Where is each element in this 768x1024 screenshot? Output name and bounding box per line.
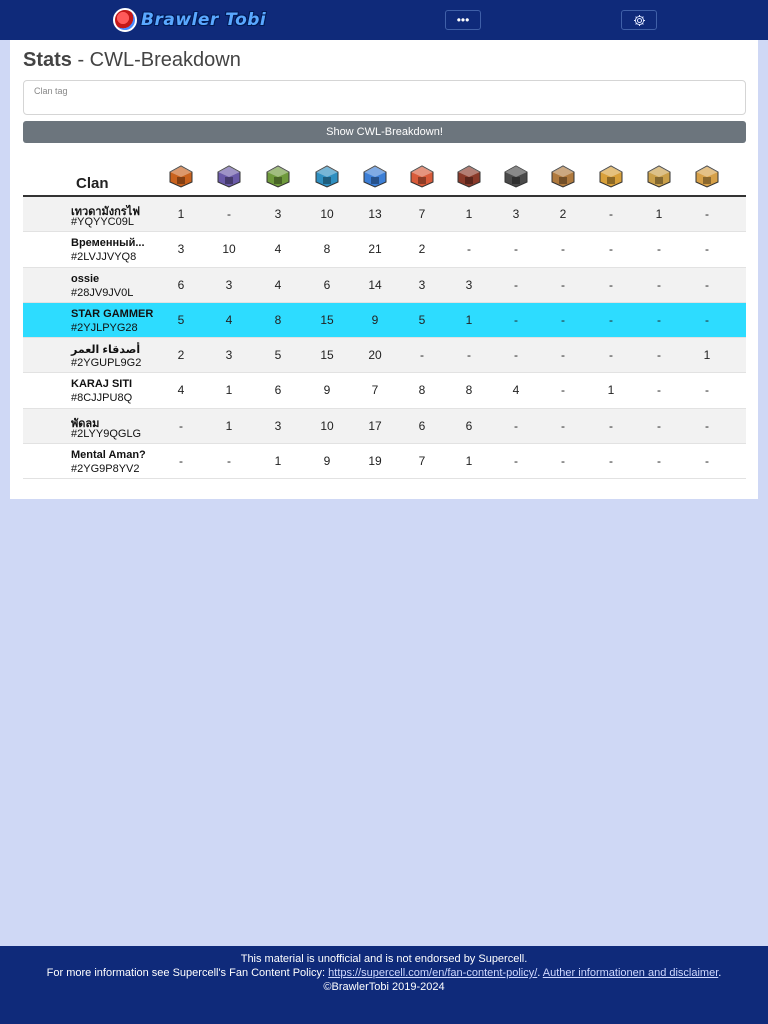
town-hall-th7-icon: [598, 163, 624, 189]
table-cell-th14: 4: [274, 277, 282, 292]
footer-policy-mid: .: [537, 967, 543, 979]
table-cell-th16: 6: [177, 277, 185, 292]
table-cell-th11: 7: [418, 454, 426, 469]
table-cell-th11: 5: [418, 312, 426, 327]
table-cell-th16: -: [179, 454, 183, 469]
author-disclaimer-link[interactable]: Auther informationen and disclaimer: [542, 967, 719, 979]
table-cell-th8: -: [561, 418, 565, 433]
table-cell-th9: -: [514, 348, 518, 363]
town-hall-th10-icon: [456, 163, 482, 189]
table-cell-th14: 3: [274, 418, 282, 433]
table-cell-th12: 19: [368, 454, 382, 469]
table-cell-th13: 15: [320, 348, 334, 363]
cwl-breakdown-table: [23, 157, 746, 479]
table-header: [23, 157, 746, 197]
footer-policy-suffix: .: [718, 967, 722, 979]
table-cell-th5: 1: [703, 348, 711, 363]
table-cell-th10: 3: [465, 277, 473, 292]
table-cell-th9: -: [514, 418, 518, 433]
settings-button[interactable]: [621, 10, 657, 30]
table-cell-th7: 1: [607, 383, 615, 398]
table-cell-th12: 21: [368, 242, 382, 257]
clan-tag: #2LVJJVYQ8: [71, 251, 137, 264]
table-cell-th9: -: [514, 312, 518, 327]
clan-tag: #2YG9P8YV2: [71, 463, 140, 476]
footer-copyright: ©BrawlerTobi 2019-2024: [323, 981, 445, 993]
clan-name: Mental Aman?: [71, 449, 146, 462]
table-cell-th13: 9: [323, 383, 331, 398]
table-cell-th11: 3: [418, 277, 426, 292]
table-cell-th7: -: [609, 454, 613, 469]
brawler-tobi-logo-icon: [113, 8, 137, 32]
table-row[interactable]: [23, 268, 746, 303]
table-cell-th7: -: [609, 242, 613, 257]
town-hall-th9-icon: [503, 163, 529, 189]
clan-name: Временный...: [71, 237, 145, 250]
clan-tag: #28JV9JV0L: [71, 286, 134, 299]
table-cell-th8: -: [561, 312, 565, 327]
gear-icon: [633, 14, 646, 27]
table-cell-th14: 5: [274, 348, 282, 363]
clan-tag: #2YGUPL9G2: [71, 357, 142, 370]
table-cell-th9: -: [514, 242, 518, 257]
table-cell-th16: 5: [177, 312, 185, 327]
town-hall-th11-icon: [409, 163, 435, 189]
town-hall-th15-icon: [216, 163, 242, 189]
table-cell-th6: -: [657, 242, 661, 257]
table-cell-th12: 17: [368, 418, 382, 433]
table-cell-th7: -: [609, 348, 613, 363]
town-hall-th12-icon: [362, 163, 388, 189]
town-hall-th14-icon: [265, 163, 291, 189]
table-cell-th13: 6: [323, 277, 331, 292]
table-row[interactable]: [23, 197, 746, 232]
page-title: [23, 49, 241, 72]
table-cell-th13: 9: [323, 454, 331, 469]
table-cell-th5: -: [705, 383, 709, 398]
table-cell-th15: 1: [225, 418, 233, 433]
table-cell-th10: -: [467, 348, 471, 363]
table-cell-th6: -: [657, 348, 661, 363]
table-cell-th6: -: [657, 383, 661, 398]
table-cell-th5: -: [705, 454, 709, 469]
table-cell-th9: 4: [512, 383, 520, 398]
footer-policy-line: [0, 966, 768, 980]
table-cell-th13: 8: [323, 242, 331, 257]
table-cell-th12: 9: [371, 312, 379, 327]
table-cell-th10: -: [467, 242, 471, 257]
table-row[interactable]: [23, 444, 746, 479]
table-cell-th11: -: [420, 348, 424, 363]
clan-name: เทวดามังกรไฟ: [71, 206, 141, 218]
table-cell-th8: 2: [559, 207, 567, 221]
table-cell-th14: 6: [274, 383, 282, 398]
table-cell-th16: 2: [177, 348, 185, 363]
table-cell-th12: 14: [368, 277, 382, 292]
table-cell-th15: -: [227, 454, 231, 469]
table-cell-th14: 4: [274, 242, 282, 257]
table-cell-th13: 15: [320, 312, 334, 327]
footer-policy-prefix: For more information see Supercell's Fan Content Policy:: [46, 967, 329, 979]
table-cell-th7: -: [609, 418, 613, 433]
page-title-rest: - CWL-Breakdown: [71, 49, 241, 71]
town-hall-th16-icon: [168, 163, 194, 189]
table-cell-th10: 1: [465, 454, 473, 469]
table-cell-th6: -: [657, 277, 661, 292]
table-cell-th6: -: [657, 312, 661, 327]
table-cell-th9: -: [514, 277, 518, 292]
fan-content-policy-link[interactable]: https://supercell.com/en/fan-content-policy/: [328, 967, 538, 979]
clan-tag: #YQYYC09L: [71, 216, 134, 228]
table-cell-th12: 7: [371, 383, 379, 398]
main-card: [10, 40, 758, 499]
clan-name: ossie: [71, 272, 100, 285]
table-cell-th9: 3: [512, 207, 520, 221]
brand-name: Brawler Tobi: [141, 10, 267, 30]
table-cell-th11: 7: [418, 207, 426, 221]
table-cell-th5: -: [705, 207, 709, 221]
more-label: •••: [456, 13, 470, 27]
table-cell-th7: -: [609, 207, 613, 221]
table-cell-th14: 3: [274, 207, 282, 221]
table-cell-th16: 3: [177, 242, 185, 257]
table-row[interactable]: [23, 232, 746, 267]
table-cell-th10: 1: [465, 207, 473, 221]
table-cell-th5: -: [705, 312, 709, 327]
clan-name: أصدقاء العمر: [71, 344, 141, 357]
table-cell-th5: -: [705, 277, 709, 292]
town-hall-th5-icon: [694, 163, 720, 189]
table-cell-th8: -: [561, 277, 565, 292]
clan-name: STAR GAMMER: [71, 307, 154, 320]
table-cell-th7: -: [609, 312, 613, 327]
table-cell-th10: 6: [465, 418, 473, 433]
table-cell-th15: 3: [225, 277, 233, 292]
table-cell-th10: 8: [465, 383, 473, 398]
table-row[interactable]: [23, 373, 746, 408]
clan-tag-placeholder: Clan tag: [34, 86, 68, 96]
more-menu-button[interactable]: [445, 10, 481, 30]
show-cwl-breakdown-button[interactable]: Show CWL-Breakdown!: [23, 121, 746, 143]
table-cell-th15: 10: [222, 242, 236, 257]
table-cell-th12: 13: [368, 207, 382, 221]
clan-tag: #2YJLPYG28: [71, 321, 138, 334]
clan-name: KARAJ SITI: [71, 378, 133, 391]
table-cell-th5: -: [705, 418, 709, 433]
clan-tag: #2LYY9QGLG: [71, 427, 142, 440]
table-cell-th16: 1: [177, 207, 185, 221]
footer-disclaimer: This material is unofficial and is not endorsed by Supercell.: [240, 953, 528, 965]
table-cell-th10: 1: [465, 312, 473, 327]
table-cell-th8: -: [561, 383, 565, 398]
table-cell-th6: -: [657, 454, 661, 469]
page-title-bold: Stats: [23, 49, 72, 71]
clan-tag-input[interactable]: [23, 80, 746, 115]
table-cell-th11: 2: [418, 242, 426, 257]
table-cell-th15: 1: [225, 383, 233, 398]
table-cell-th8: -: [561, 348, 565, 363]
table-cell-th15: 3: [225, 348, 233, 363]
table-cell-th14: 8: [274, 312, 282, 327]
table-cell-th6: 1: [655, 207, 663, 221]
table-cell-th16: -: [179, 418, 183, 433]
table-cell-th11: 8: [418, 383, 426, 398]
brand-link[interactable]: [113, 7, 266, 33]
table-cell-th8: -: [561, 242, 565, 257]
town-hall-th8-icon: [550, 163, 576, 189]
table-cell-th13: 10: [320, 418, 334, 433]
table-cell-th7: -: [609, 277, 613, 292]
table-cell-th13: 10: [320, 207, 334, 221]
top-navbar: [0, 0, 768, 40]
table-body: [23, 197, 746, 479]
town-hall-th6-icon: [646, 163, 672, 189]
clan-tag: #8CJJPU8Q: [71, 392, 133, 405]
footer: [0, 946, 768, 1024]
table-cell-th12: 20: [368, 348, 382, 363]
table-cell-th14: 1: [274, 454, 282, 469]
table-cell-th11: 6: [418, 418, 426, 433]
table-cell-th5: -: [705, 242, 709, 257]
town-hall-th13-icon: [314, 163, 340, 189]
table-cell-th15: -: [227, 207, 231, 221]
clan-column-header: Clan: [76, 175, 109, 192]
table-row[interactable]: [23, 338, 746, 373]
table-cell-th15: 4: [225, 312, 233, 327]
table-cell-th8: -: [561, 454, 565, 469]
table-cell-th6: -: [657, 418, 661, 433]
table-row[interactable]: [23, 409, 746, 444]
table-row[interactable]: [23, 303, 746, 338]
clan-name: พัดลม: [71, 417, 100, 430]
table-cell-th16: 4: [177, 383, 185, 398]
table-cell-th9: -: [514, 454, 518, 469]
